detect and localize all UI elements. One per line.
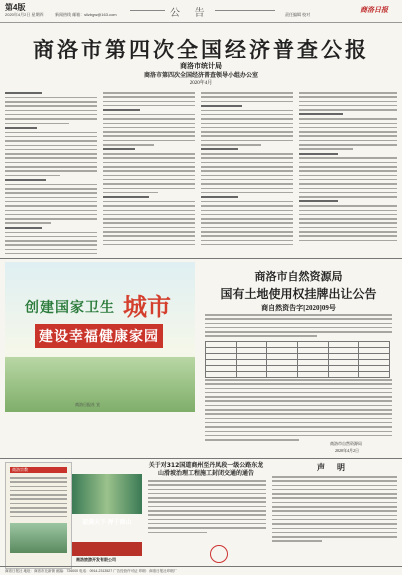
ad-headline-1: 创建国家卫生 [25,300,115,316]
official-seal [210,545,228,563]
section-title: 公 告 [170,8,211,19]
issue-date: 2020年4月2日 星期四 [5,12,44,17]
traffic-notice-body [148,480,266,536]
ad-credit: 商洛日报社 宣 [75,402,101,407]
divider-line [130,10,165,11]
parcel-table [205,341,390,378]
issuer-2: 商洛市第四次全国经济普查领导小组办公室 [143,73,258,79]
notice-signature: 商洛市自然资源局 [330,441,362,446]
public-service-ad [5,262,195,412]
editor-info: 责任编辑 校对 [285,12,311,17]
statement-body [272,476,397,545]
issuer: 商洛市统计局 [180,62,222,70]
ad-text [10,477,67,520]
notice-issuer: 商洛市自然资源局 [254,270,343,283]
notice-title: 国有土地使用权挂牌出让公告 [220,287,377,301]
traffic-notice-title: 关于对312国道商州至丹凤段一级公路东龙山滑坡治理工程施工封闭交通的通告 [148,462,264,477]
ad-banner [72,542,142,556]
page-footer: 商洛日报社 地址：商洛市北新街 邮编：726000 电话：0914-2313527 广告经营许可证 印刷：商洛日报社印刷厂 [0,566,402,575]
masthead [0,0,402,23]
section-divider [0,458,402,459]
article-column-1 [5,92,97,257]
article-column-4 [299,92,397,244]
ad-photo [10,523,67,553]
ad-company: 商洛旅游开发有限公司 [76,557,116,562]
page-number: 第4版 [5,3,26,12]
divider-line [215,10,275,11]
news-hotline: 新闻热线 邮箱：sllzbgw@163.com [55,12,117,17]
ad-slogan: 福满天下 禅于商山 [82,520,132,526]
ad-logo-text: 商洛宗教 [12,467,28,472]
ad-photo [72,474,142,514]
newspaper-logo: 商洛日报 [360,5,388,14]
page-title: 商洛市第四次全国经济普查公报 [33,38,369,62]
bottom-ad-2 [72,462,142,567]
issue-date-line: 2020年4月 [189,81,213,86]
ad-headline-2: 建设幸福健康家园 [35,324,163,348]
article-column-3 [201,92,293,248]
statement-title: 声 明 [317,463,350,472]
notice-body [205,379,392,443]
notice-date: 2020年4月2日 [335,448,359,453]
notice-number: 商自然资告字[2020]09号 [261,304,336,312]
section-divider [0,258,402,259]
article-column-2 [103,92,195,248]
bottom-ad-1 [5,462,72,569]
ad-headline-city: 城市 [123,293,171,321]
notice-intro [205,314,392,340]
